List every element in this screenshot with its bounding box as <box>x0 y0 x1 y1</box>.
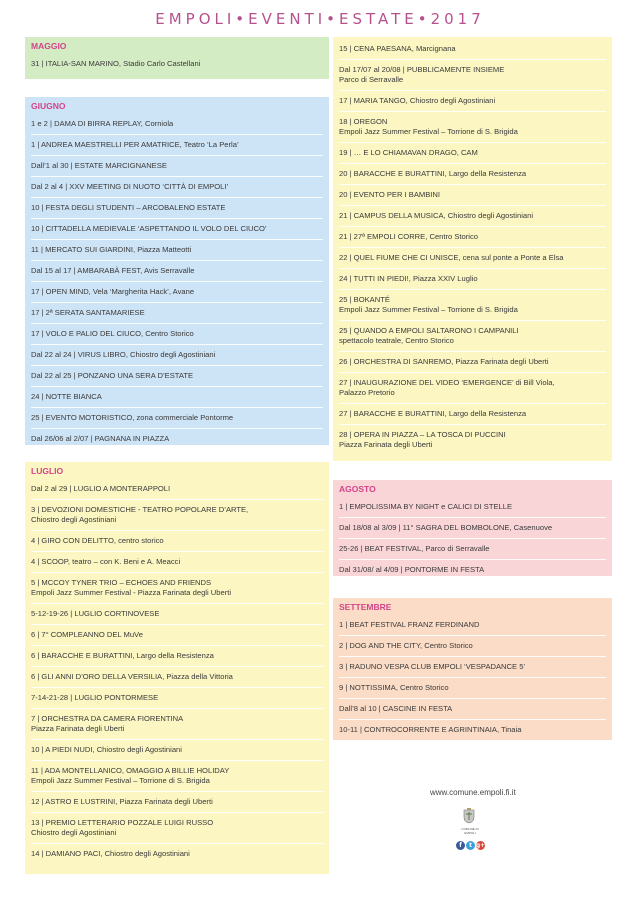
event-line: 11 | ADA MONTELLANICO, OMAGGIO A BILLIE HOLIDAY <box>31 766 230 775</box>
event-line: 24 | TUTTI IN PIEDI!, Piazza XXIV Luglio <box>339 274 478 283</box>
event-location-line: Chiostro degli Agostiniani <box>31 515 117 524</box>
event-entry <box>339 206 606 227</box>
event-location-line: Palazzo Pretorio <box>339 388 395 397</box>
event-entry <box>31 324 323 345</box>
event-line: 25 | EVENTO MOTORISTICO, zona commerciale Pontorme <box>31 413 234 422</box>
event-line: Dal 17/07 al 20/08 | PUBBLICAMENTE INSIEME <box>339 65 505 74</box>
event-entry <box>339 352 606 373</box>
event-line: 17 | OPEN MIND, Vela ‘Margherita Hack’, Avane <box>31 287 195 296</box>
event-line: 25 | BOKANTÉ <box>339 295 390 304</box>
event-entry <box>339 404 606 425</box>
section-luglio-continued <box>333 37 612 461</box>
event-line: Dall’8 al 10 | CASCINE IN FESTA <box>339 704 453 713</box>
event-line: 1 | BEAT FESTIVAL FRANZ FERDINAND <box>339 620 480 629</box>
event-line: 17 | MARIA TANGO, Chiostro degli Agostiniani <box>339 96 496 105</box>
event-entry <box>339 720 606 740</box>
event-entry <box>339 39 606 60</box>
event-entry <box>339 615 606 636</box>
event-entry <box>339 518 606 539</box>
event-location-line: Empoli Jazz Summer Festival – Torrione di S. Brigida <box>339 305 518 314</box>
crest-caption: COMUNE DI EMPOLI <box>461 827 479 835</box>
entry-list <box>339 39 606 455</box>
event-line: Dal 2 al 4 | XXV MEETING DI NUOTO ‘CITTÀ DI EMPOLI’ <box>31 182 229 191</box>
event-line: 19 | … E LO CHIAMAVAN DRAGO, CAM <box>339 148 478 157</box>
event-location-line: spettacolo teatrale, Centro Storico <box>339 336 454 345</box>
event-entry <box>339 227 606 248</box>
event-entry <box>31 387 323 408</box>
event-line: 3 | RADUNO VESPA CLUB EMPOLI ‘VESPADANCE 5’ <box>339 662 526 671</box>
event-entry <box>31 429 323 449</box>
event-entry <box>339 290 606 321</box>
event-line: 22 | QUEL FIUME CHE CI UNISCE, cena sul ponte a Ponte a Elsa <box>339 253 564 262</box>
event-line: Dal 22 al 24 | VIRUS LIBRO, Chiostro degli Agostiniani <box>31 350 216 359</box>
event-entry <box>31 709 323 740</box>
event-line: 9 | NOTTISSIMA, Centro Storico <box>339 683 449 692</box>
event-line: 5 | MCCOY TYNER TRIO – ECHOES AND FRIENDS <box>31 578 212 587</box>
event-entry <box>31 573 323 604</box>
event-line: 11 | MERCATO SUI GIARDINI, Piazza Matteotti <box>31 245 192 254</box>
event-entry <box>31 219 323 240</box>
event-entry <box>31 240 323 261</box>
section-heading: AGOSTO <box>339 484 376 494</box>
section-giugno <box>25 97 329 445</box>
event-location-line: Piazza Farinata degli Uberti <box>31 724 125 733</box>
event-entry <box>31 135 323 156</box>
event-line: 25-26 | BEAT FESTIVAL, Parco di Serravalle <box>339 544 490 553</box>
event-entry <box>31 54 323 74</box>
event-line: Dal 2 al 29 | LUGLIO A MONTERAPPOLI <box>31 484 171 493</box>
event-entry <box>31 792 323 813</box>
event-entry <box>31 761 323 792</box>
event-entry <box>339 91 606 112</box>
event-entry <box>31 261 323 282</box>
section-maggio <box>25 37 329 79</box>
event-line: Dal 31/08/ al 4/09 | PONTORME IN FESTA <box>339 565 485 574</box>
section-heading: GIUGNO <box>31 101 66 111</box>
event-entry <box>339 143 606 164</box>
event-entry <box>31 303 323 324</box>
event-entry <box>339 269 606 290</box>
website-link[interactable]: www.comune.empoli.fi.it <box>430 788 516 797</box>
event-line: 1 | ANDREA MAESTRELLI PER AMATRICE, Teatro ‘La Perla’ <box>31 140 239 149</box>
event-line: 6 | 7° COMPLEANNO DEL MuVe <box>31 630 143 639</box>
event-entry <box>339 425 606 455</box>
event-line: 25 | QUANDO A EMPOLI SALTARONO I CAMPANILI <box>339 326 519 335</box>
event-line: 27 | INAUGURAZIONE DEL VIDEO ‘EMERGENCE’ di Bill Viola, <box>339 378 555 387</box>
event-entry <box>339 321 606 352</box>
section-luglio <box>25 462 329 874</box>
event-location-line: Parco di Serravalle <box>339 75 404 84</box>
event-entry <box>339 164 606 185</box>
event-line: 1 | EMPOLISSIMA BY NIGHT e CALICI DI STELLE <box>339 502 513 511</box>
event-entry <box>339 539 606 560</box>
entry-list <box>31 479 323 864</box>
twitter-icon[interactable]: t <box>466 841 475 850</box>
event-line: 1 e 2 | DAMA DI BIRRA REPLAY, Corniola <box>31 119 174 128</box>
event-entry <box>339 185 606 206</box>
event-location-line: Chiostro degli Agostiniani <box>31 828 117 837</box>
event-entry <box>339 112 606 143</box>
event-entry <box>31 114 323 135</box>
entry-list <box>339 615 606 740</box>
event-line: 7 | ORCHESTRA DA CAMERA FIORENTINA <box>31 714 184 723</box>
event-entry <box>31 531 323 552</box>
event-line: 28 | OPERA IN PIAZZA – LA TOSCA DI PUCCINI <box>339 430 506 439</box>
event-line: 10 | FESTA DEGLI STUDENTI – ARCOBALENO ESTATE <box>31 203 226 212</box>
page-title: EMPOLI•EVENTI•ESTATE•2017 <box>155 10 485 28</box>
event-line: 21 | CAMPUS DELLA MUSICA, Chiostro degli Agostiniani <box>339 211 534 220</box>
event-entry <box>31 688 323 709</box>
event-line: 20 | EVENTO PER I BAMBINI <box>339 190 441 199</box>
event-entry <box>31 740 323 761</box>
event-line: 21 | 27ª EMPOLI CORRE, Centro Storico <box>339 232 478 241</box>
event-entry <box>339 699 606 720</box>
event-entry <box>31 667 323 688</box>
section-heading: SETTEMBRE <box>339 602 392 612</box>
event-line: 2 | DOG AND THE CITY, Centro Storico <box>339 641 473 650</box>
google-plus-icon[interactable]: g+ <box>475 842 486 849</box>
facebook-icon[interactable]: f <box>456 841 465 850</box>
event-entry <box>31 500 323 531</box>
event-line: 10 | A PIEDI NUDI, Chiostro degli Agostiniani <box>31 745 182 754</box>
event-line: 26 | ORCHESTRA DI SANREMO, Piazza Farinata degli Uberti <box>339 357 549 366</box>
event-line: 24 | NOTTE BIANCA <box>31 392 102 401</box>
event-entry <box>339 657 606 678</box>
section-agosto <box>333 480 612 576</box>
event-line: 27 | BARACCHE E BURATTINI, Largo della Resistenza <box>339 409 527 418</box>
entry-list <box>31 54 323 74</box>
event-location-line: Empoli Jazz Summer Festival – Torrione di S. Brigida <box>339 127 518 136</box>
event-entry <box>31 479 323 500</box>
section-heading: MAGGIO <box>31 41 67 51</box>
event-entry <box>31 345 323 366</box>
event-entry <box>339 497 606 518</box>
event-entry <box>31 408 323 429</box>
event-line: Dall’1 al 30 | ESTATE MARCIGNANESE <box>31 161 167 170</box>
event-line: Dal 18/08 al 3/09 | 11° SAGRA DEL BOMBOLONE, Casenuove <box>339 523 553 532</box>
event-line: 20 | BARACCHE E BURATTINI, Largo della Resistenza <box>339 169 527 178</box>
event-line: 4 | GIRO CON DELITTO, centro storico <box>31 536 164 545</box>
event-entry <box>31 177 323 198</box>
section-settembre <box>333 598 612 740</box>
event-line: Dal 26/06 al 2/07 | PAGNANA IN PIAZZA <box>31 434 170 443</box>
event-line: 10 | CITTADELLA MEDIEVALE ‘ASPETTANDO IL VOLO DEL CIUCO’ <box>31 224 267 233</box>
event-entry <box>31 604 323 625</box>
event-line: 6 | BARACCHE E BURATTINI, Largo della Resistenza <box>31 651 214 660</box>
event-entry <box>339 636 606 657</box>
event-line: 14 | DAMIANO PACI, Chiostro degli Agostiniani <box>31 849 190 858</box>
event-line: 17 | 2ª SERATA SANTAMARIESE <box>31 308 145 317</box>
event-entry <box>31 552 323 573</box>
event-entry <box>339 248 606 269</box>
entry-list <box>31 114 323 449</box>
event-line: 6 | GLI ANNI D’ORO DELLA VERSILIA, Piazza della Vittoria <box>31 672 233 681</box>
event-line: 18 | OREGON <box>339 117 388 126</box>
event-line: Dal 22 al 25 | PONZANO UNA SERA D’ESTATE <box>31 371 194 380</box>
event-entry <box>31 813 323 844</box>
event-line: Dal 15 al 17 | AMBARABÀ FEST, Avis Serravalle <box>31 266 195 275</box>
event-line: 5-12-19-26 | LUGLIO CORTINOVESE <box>31 609 160 618</box>
event-entry <box>31 625 323 646</box>
event-line: 13 | PREMIO LETTERARIO POZZALE LUIGI RUSSO <box>31 818 214 827</box>
event-entry <box>339 678 606 699</box>
event-line: 4 | SCOOP, teatro – con K. Beni e A. Meacci <box>31 557 181 566</box>
social-links <box>456 841 485 850</box>
event-line: 10-11 | CONTROCORRENTE E AGRINTINAIA, Tinaia <box>339 725 522 734</box>
event-entry <box>339 60 606 91</box>
section-heading: LUGLIO <box>31 466 64 476</box>
event-location-line: Piazza Farinata degli Uberti <box>339 440 433 449</box>
event-line: 3 | DEVOZIONI DOMESTICHE - TEATRO POPOLARE D’ARTE, <box>31 505 249 514</box>
event-entry <box>31 198 323 219</box>
event-location-line: Empoli Jazz Summer Festival - Piazza Farinata degli Uberti <box>31 588 232 597</box>
event-line: 12 | ASTRO E LUSTRINI, Piazza Farinata degli Uberti <box>31 797 213 806</box>
event-line: 7-14-21-28 | LUGLIO PONTORMESE <box>31 693 159 702</box>
event-entry <box>31 282 323 303</box>
entry-list <box>339 497 606 580</box>
event-entry <box>339 373 606 404</box>
event-line: 31 | ITALIA-SAN MARINO, Stadio Carlo Castellani <box>31 59 201 68</box>
city-crest-icon <box>462 808 476 824</box>
event-location-line: Empoli Jazz Summer Festival – Torrione di S. Brigida <box>31 776 210 785</box>
event-entry <box>31 366 323 387</box>
event-entry <box>339 560 606 580</box>
event-line: 15 | CENA PAESANA, Marcignana <box>339 44 456 53</box>
event-line: 17 | VOLO E PALIO DEL CIUCO, Centro Storico <box>31 329 194 338</box>
event-entry <box>31 646 323 667</box>
event-entry <box>31 844 323 864</box>
event-entry <box>31 156 323 177</box>
